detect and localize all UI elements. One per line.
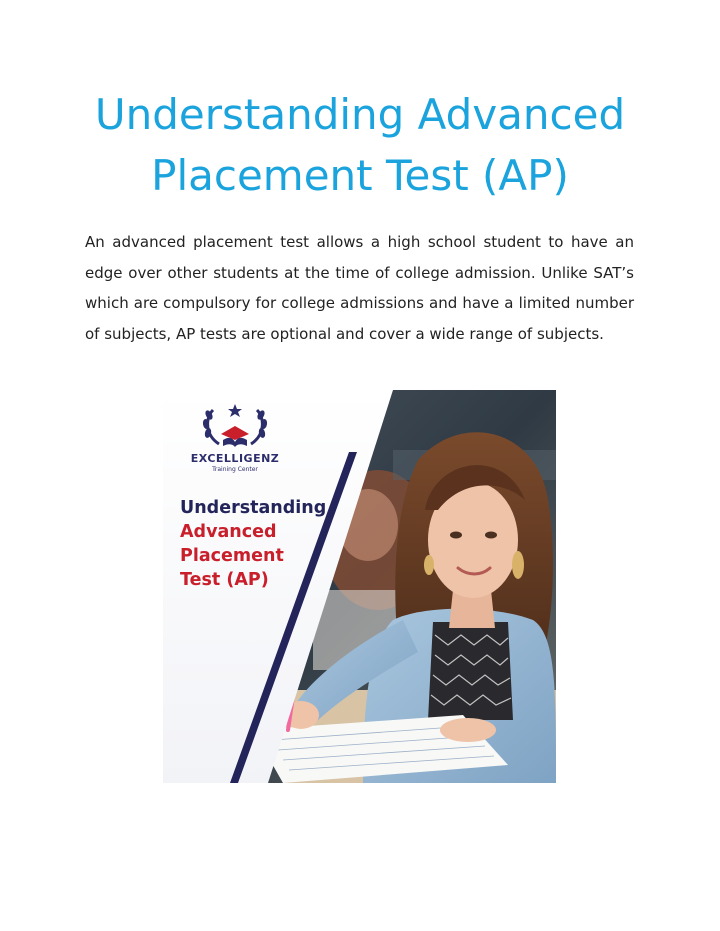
promo-line-1: Understanding bbox=[180, 498, 327, 518]
promo-heading bbox=[180, 496, 355, 592]
title-line-2: Placement Test (AP) bbox=[151, 151, 569, 200]
student-hand-resting bbox=[440, 718, 496, 742]
promo-line-4: Test (AP) bbox=[180, 570, 269, 590]
brand-tagline: Training Center bbox=[212, 466, 258, 473]
hero-image bbox=[163, 390, 556, 783]
promo-line-3: Placement bbox=[180, 546, 284, 566]
page-title bbox=[40, 84, 680, 206]
intro-paragraph: An advanced placement test allows a high school student to have an edge over other students at the time of college admission. Unlike SAT’s which are compulsory for college admissions and have a limited number of subjects, AP tests are optional and cover a wide range of subjects. bbox=[85, 233, 634, 343]
title-line-1: Understanding Advanced bbox=[94, 90, 626, 139]
promo-line-2: Advanced bbox=[180, 522, 277, 542]
brand-name: EXCELLIGENZ bbox=[190, 452, 280, 465]
